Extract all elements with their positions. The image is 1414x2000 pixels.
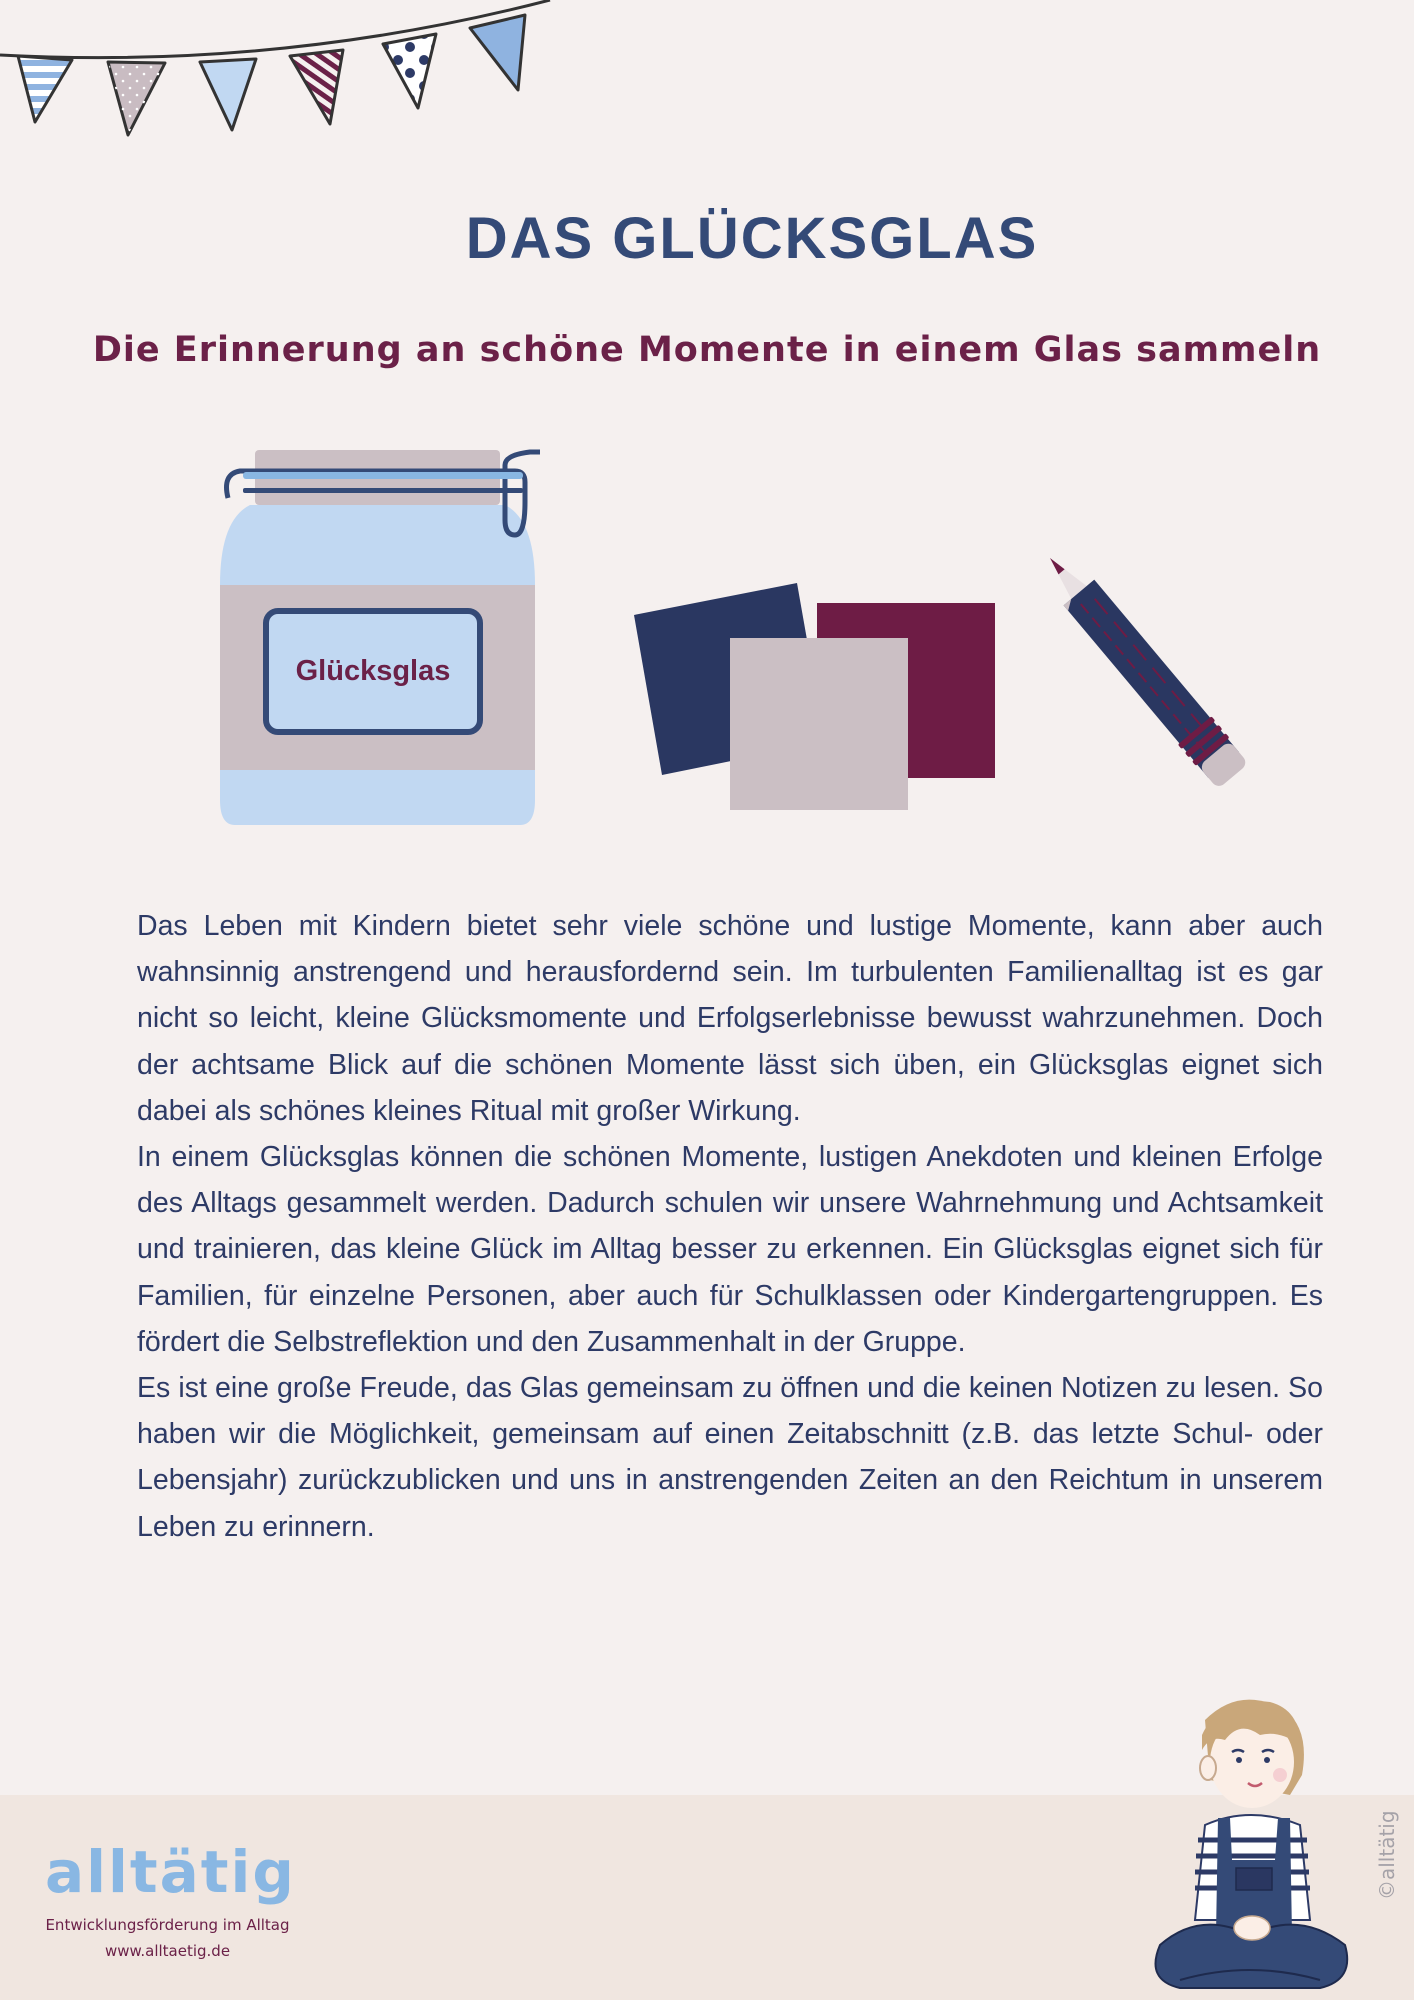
glass-jar-icon [220,450,540,825]
body-text [137,903,1323,1550]
sitting-child-icon [1140,1690,1360,1995]
bunting-icon [0,0,560,150]
sticky-notes-icon [634,583,995,810]
jar-label: Glücksglas [295,655,451,687]
page-subtitle: Die Erinnerung an schöne Momente in einem Glas sammeln [92,330,1322,370]
illustration-group [0,440,1414,840]
page-title: DAS GLÜCKSGLAS [465,206,1039,271]
copyright-notice: ©alltätig [1375,1810,1399,1900]
brand-logo[interactable]: alltätig [45,1838,296,1906]
brand-tagline: Entwicklungsförderung im Alltag [45,1916,290,1934]
paragraph: In einem Glücksglas können die schönen Momente, lustigen Anekdoten und kleinen Erfolge des Alltags gesammelt werden. Dadurch schulen wir unsere Wahrnehmung und Achtsamkeit und trainieren, das kleine Glück im Alltag besser zu erkennen. Ein Glücksglas eignet sich für Familien, für einzelne Personen, aber auch für Schulklassen oder Kindergartengruppen. Es fördert die Selbstreflektion und den Zusammenhalt in der Gruppe. [137,1141,1323,1358]
paragraph: Das Leben mit Kindern bietet sehr viele schöne und lustige Momente, kann aber auch wahnsinnig anstrengend und herausfordernd sein. Im turbulenten Familienalltag ist es gar nicht so leicht, kleine Glücksmomente und Erfolgserlebnisse bewusst wahrzunehmen. Doch der achtsame Blick auf die schönen Momente lässt sich üben, ein Glücksglas eignet sich dabei als schönes kleines Ritual mit großer Wirkung. [137,910,1323,1127]
paragraph: Es ist eine große Freude, das Glas gemeinsam zu öffnen und die keinen Notizen zu lesen. So haben wir die Möglichkeit, gemeinsam auf einen Zeitabschnitt (z.B. das letzte Schul- oder Lebensjahr) zurückzublicken und uns in anstrengenden Zeiten an den Reichtum in unserem Leben zu erinnern. [137,1372,1323,1543]
brand-url-link[interactable]: www.alltaetig.de [104,1942,231,1960]
pencil-icon [1033,544,1250,791]
